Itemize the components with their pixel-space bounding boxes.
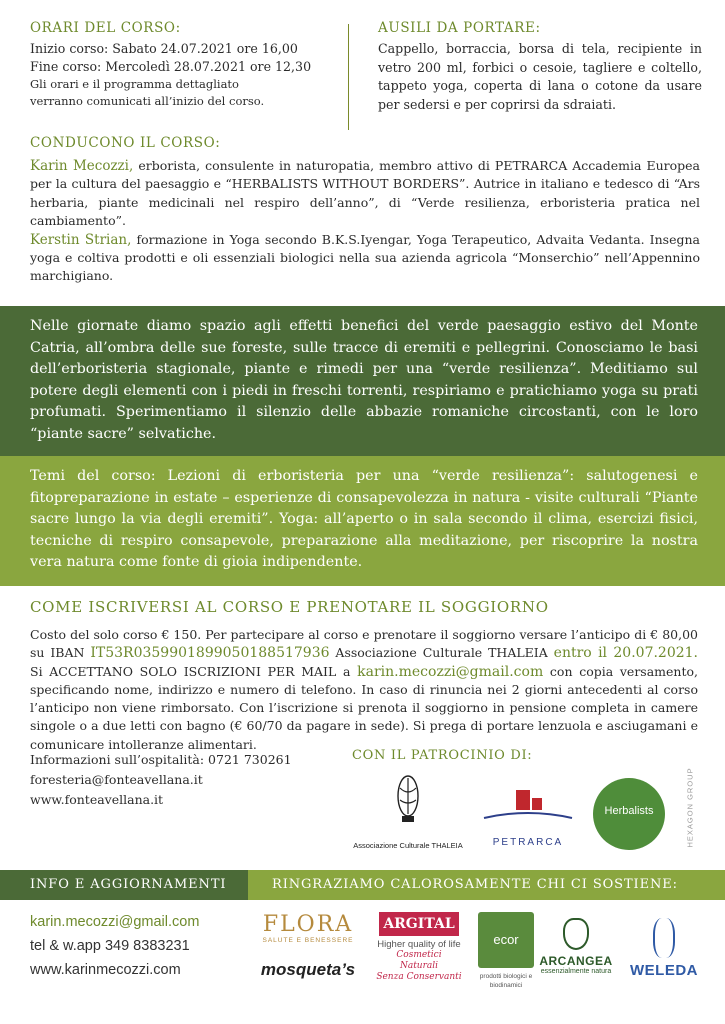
weleda-staff-icon	[653, 918, 675, 958]
orari-start: Inizio corso: Sabato 24.07.2021 ore 16,00	[30, 41, 298, 56]
kerstin-name: Kerstin Strian,	[30, 231, 132, 248]
ecor-name: ecor	[478, 912, 534, 968]
ecor-sub: prodotti biologici e biodinamici	[479, 973, 533, 989]
contacts	[30, 910, 250, 982]
hexagon-credit	[681, 762, 697, 852]
argital-tag: Higher quality of life	[377, 939, 461, 950]
top-section	[30, 20, 702, 135]
argital-name: ARGITAL	[379, 912, 459, 936]
petrarca-emblem-icon	[478, 778, 578, 830]
ecor-logo	[476, 912, 536, 990]
argital-sub-1: Cosmetici Naturali	[396, 950, 442, 971]
arcangea-sub: essenzialmente natura	[540, 968, 612, 975]
arcangea-name: ARCANGEA	[539, 954, 613, 968]
sponsors-title: RINGRAZIAMO CALOROSAMENTE CHI CI SOSTIENE:	[272, 877, 678, 892]
deadline: entro il 20.07.2021.	[553, 645, 699, 662]
iscrizione-text	[30, 626, 698, 754]
contact-phone: tel & w.app 349 8383231	[30, 938, 190, 954]
petrarca-label: PETRARCA	[492, 837, 564, 848]
weleda-name: WELEDA	[630, 962, 698, 979]
flora-sub: SALUTE E BENESSERE	[262, 937, 354, 944]
iscrizione-title: COME ISCRIVERSI AL CORSO E PRENOTARE IL SOGGIORNO	[30, 598, 549, 616]
thaleia-logo	[350, 772, 466, 850]
weleda-logo	[624, 918, 704, 979]
ospitalita-web[interactable]: www.fonteavellana.it	[30, 792, 164, 807]
orari-note-1: Gli orari e il programma dettagliato	[30, 77, 239, 91]
karin-name: Karin Mecozzi,	[30, 158, 134, 174]
hexagon-label: HEXAGON GROUP	[685, 767, 695, 848]
thaleia-emblem-icon	[350, 772, 466, 836]
ausili-column	[348, 20, 702, 114]
ospitalita-info	[30, 750, 330, 810]
mosqueta-logo: mosqueta’s	[260, 960, 356, 979]
flora-name: FLORA	[262, 912, 354, 937]
conducono-section	[30, 135, 700, 286]
info-title: INFO E AGGIORNAMENTI	[30, 877, 227, 892]
kerstin-text: formazione in Yoga secondo B.K.S.Iyengar, Yoga Terapeutico, Advaita Vedanta. Insegna yoga e coltiva prodotti e oli essenziali biologici nella sua azienda agricola “Monserchio” nell’Appennino marchigiano.	[30, 231, 700, 284]
karin-bio	[30, 157, 700, 231]
temi-text: Temi del corso: Lezioni di erboristeria per una “verde resilienza”: salutogenesi e fitopreparazione in estate – esperienze di consapevolezza in natura - visite culturali “Piante sacre lungo la via degli eremiti”. Yoga: all’aperto o in sala secondo il clima, esercizi fisici, tecniche di respiro consapevole, preparazione alla meditazione, per riscoprire la nostra vera natura come fonte di gioia indipendente.	[30, 468, 698, 570]
patrocinio-title: CON IL PATROCINIO DI:	[352, 748, 533, 763]
temi-band	[0, 456, 725, 586]
orari-end: Fine corso: Mercoledì 28.07.2021 ore 12,30	[30, 59, 312, 74]
iscr-part-1: Costo del solo corso € 150. Per partecipare al corso e prenotare il soggiorno versare l’anticipo di € 80,00 su IBAN	[30, 627, 698, 661]
herbalists-label: Herbalists	[604, 805, 654, 817]
petrarca-logo	[478, 778, 578, 848]
herbalists-logo	[593, 778, 665, 850]
orari-column	[30, 20, 330, 110]
iscr-part-4: con copia versamento, specificando nome, indirizzo e numero di telefono. In caso di rinuncia nei 2 giorni antecedenti al corso l’anticipo non viene rimborsato. Con l’iscrizione si prenota il soggiorno in pensione completa in camere singole o a due letti con bagno (€ 60/70 da pagare in sede). Si prega di portare lenzuola e asciugamani e comunicare intolleranze alimentari.	[30, 663, 698, 752]
orari-title: ORARI DEL CORSO:	[30, 20, 181, 36]
intro-band	[0, 306, 725, 456]
sponsors-header	[248, 870, 725, 900]
contact-email[interactable]: karin.mecozzi@gmail.com	[30, 914, 200, 930]
arcangea-logo	[536, 918, 616, 975]
ausili-text: Cappello, borraccia, borsa di tela, recipiente in vetro 200 ml, forbici o cesoie, tagliere e coltello, tappeto yoga, coperta di lana o cotone da usare per sedersi e per coprirsi da sdraiati.	[378, 41, 702, 112]
iscr-part-2: Associazione Culturale THALEIA	[329, 645, 554, 661]
intro-text: Nelle giornate diamo spazio agli effetti benefici del verde paesaggio estivo del Monte Catria, all’ombra delle sue foreste, sulle tracce di eremiti e pellegrini. Conosciamo le basi dell’erboristeria stagionale, piante e rimedi per una “verde resilienza”. Meditiamo sul potere degli elementi con i piedi in freschi torrenti, respiriamo e pratichiamo yoga su prati profumati. Sperimentiamo il silenzio delle abbazie romaniche circostanti, con le loro “piante sacre” selvatiche.	[30, 318, 698, 442]
footer-header	[0, 870, 725, 900]
contact-web[interactable]: www.karinmecozzi.com	[30, 962, 181, 978]
ospitalita-email[interactable]: foresteria@fonteavellana.it	[30, 772, 203, 787]
flora-logo	[258, 912, 358, 944]
conducono-title: CONDUCONO IL CORSO:	[30, 135, 221, 151]
iscr-part-3: Si ACCETTANO SOLO ISCRIZIONI PER MAIL a	[30, 663, 358, 679]
ausili-title: AUSILI DA PORTARE:	[378, 20, 541, 36]
argital-logo	[376, 912, 462, 983]
arcangea-bottle-icon	[563, 918, 589, 950]
kerstin-bio	[30, 231, 700, 286]
ospitalita-phone: Informazioni sull’ospitalità: 0721 730261	[30, 752, 292, 767]
orari-note-2: verranno comunicati all’inizio del corso.	[30, 94, 265, 108]
info-header	[0, 870, 248, 900]
thaleia-label: Associazione Culturale THALEIA	[353, 841, 463, 850]
iban: IT53R0359901899050188517936	[90, 645, 330, 662]
iscr-email-link[interactable]: karin.mecozzi@gmail.com	[357, 663, 544, 680]
karin-text: erborista, consulente in naturopatia, membro attivo di PETRARCA Accademia Europea per la cultura del paesaggio e “HERBALISTS WITHOUT BORDERS”. Autrice in italiano e tedesco di “Ars herbaria, piante medicinali nel respiro dell’anno”, di “Verde resilienza, erboristeria pratica nel cambiamento”.	[30, 158, 701, 229]
iscrizione-section	[30, 598, 698, 754]
argital-sub-2: Senza Conservanti	[376, 972, 462, 982]
